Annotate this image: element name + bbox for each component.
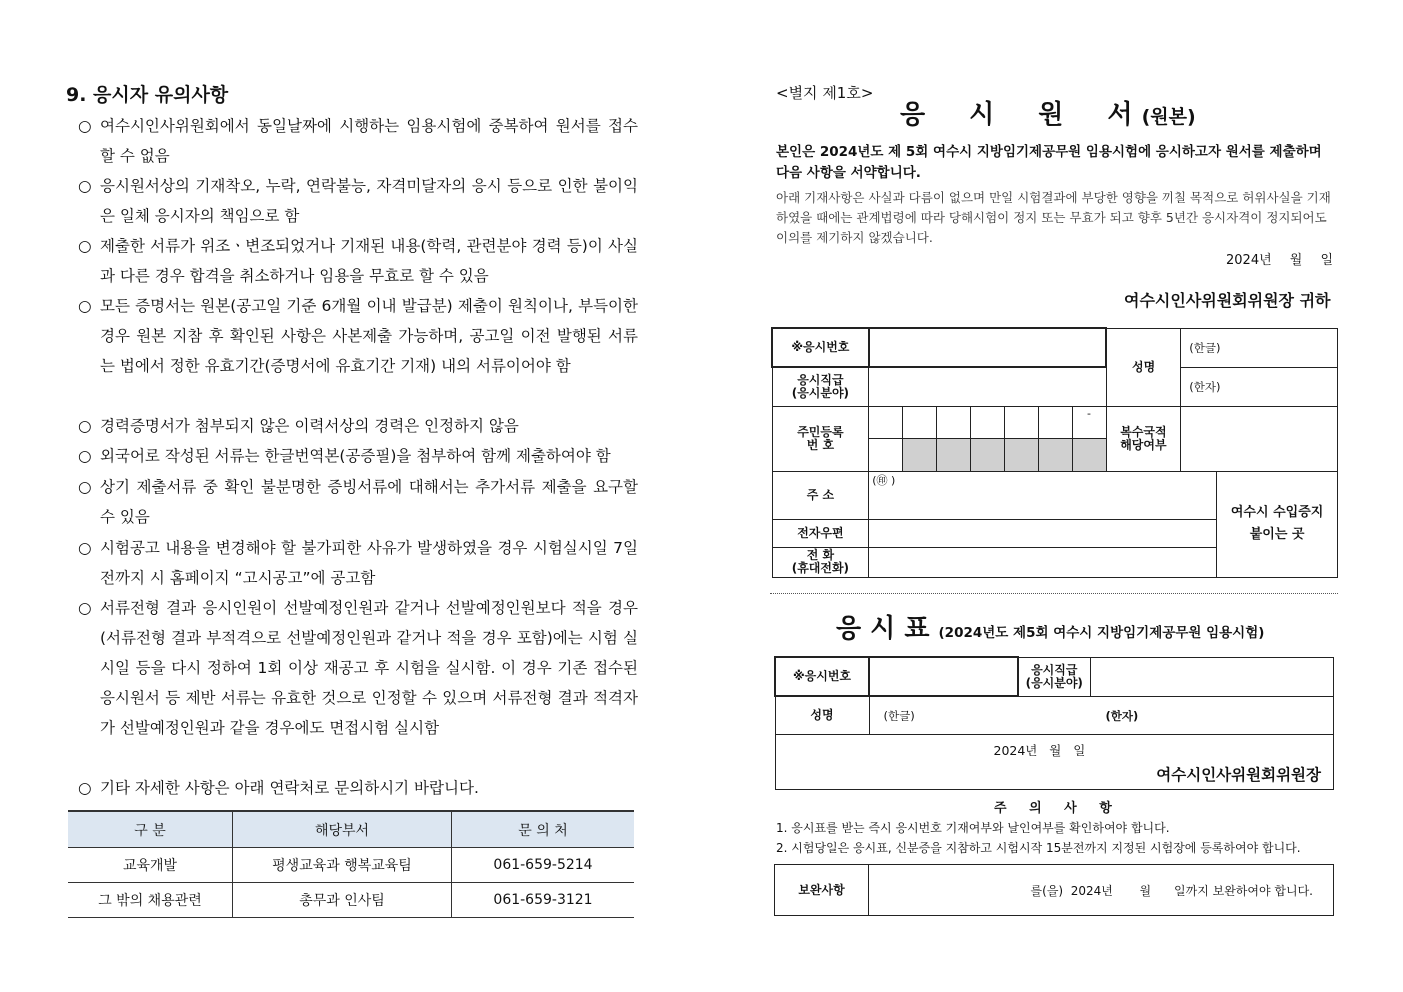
rrn-digit[interactable] [970, 406, 1004, 438]
annex-label: <별지 제1호> [776, 84, 874, 102]
contact-table [68, 810, 634, 918]
ticket-name-label: 성명 [775, 696, 869, 734]
caution-item: 2. 시험당일은 응시표, 신분증을 지참하고 시험시작 15분전까지 지정된 시험장에 등록하여야 합니다. [776, 841, 1301, 855]
ticket-exam-number-label: ※응시번호 [775, 657, 869, 696]
rrn-digit[interactable] [1038, 406, 1072, 438]
bullet-circle-icon: ○ [78, 478, 92, 496]
bullet-circle-icon: ○ [78, 539, 92, 557]
application-form [771, 327, 1338, 578]
notice-item: ○ 여수시인사위원회에서 동일날짜에 시행하는 임용시험에 중복하여 원서를 접수할 수 없음 [78, 111, 638, 171]
contact-cell: 교육개발 [68, 848, 233, 883]
phone-field[interactable] [869, 547, 1217, 577]
rrn-digit-masked [937, 438, 971, 471]
rrn-digit[interactable] [869, 438, 903, 471]
bullet-circle-icon: ○ [78, 447, 92, 465]
notice-item: ○ 상기 제출서류 중 확인 불분명한 증빙서류에 대해서는 추가서류 제출을 요구할 수 있음 [78, 472, 638, 532]
caution-heading: 주 의 사 항 [994, 801, 1112, 816]
rrn-dash: - [1072, 406, 1106, 438]
oath-text: 아래 기재사항은 사실과 다름이 없으며 만일 시험결과에 부당한 영향을 끼칠 목적으로 허위사실을 기재하였을 때에는 관계법령에 따라 당해시험이 정지 또는 무효가 되고 향후 5년간 응시자격이 정지되어도 이의를 제기하지 않겠습니다. [776, 190, 1331, 245]
ticket-subtitle: (2024년도 제5회 여수시 지방임기제공무원 임용시험) [938, 625, 1265, 641]
contact-cell: 061-659-3121 [452, 883, 635, 918]
name-hanja-field[interactable]: (한자) [1181, 367, 1338, 406]
rrn-digit-masked [970, 438, 1004, 471]
rrn-digit[interactable] [869, 406, 903, 438]
dual-nationality-label: 복수국적 해당여부 [1106, 406, 1181, 471]
grade-label: 응시직급 (응시분야) [772, 367, 869, 406]
address-label: 주 소 [772, 471, 869, 519]
notice-item: ○ 응시원서상의 기재착오, 누락, 연락불능, 자격미달자의 응시 등으로 인한 불이익은 일체 응시자의 책임으로 함 [78, 171, 638, 231]
contact-header: 해당부서 [233, 811, 452, 848]
ticket-signer: 여수시인사위원회위원장 [1156, 765, 1321, 784]
ticket-grade-label: 응시직급 (응시분야) [1018, 657, 1090, 696]
address-field[interactable]: (㊞ ) [869, 471, 1217, 519]
pledge-text: 본인은 2024년도 제 5회 여수시 지방임기제공무원 임용시험에 응시하고자 원서를 제출하며 다음 사항을 서약합니다. [776, 144, 1322, 181]
revenue-stamp-area: 여수시 수입증지 붙이는 곳 [1217, 471, 1338, 577]
rrn-digit[interactable] [937, 406, 971, 438]
dual-nationality-field[interactable] [1181, 406, 1338, 471]
bullet-circle-icon: ○ [78, 599, 92, 617]
name-label: 성명 [1106, 328, 1181, 406]
table-row [68, 848, 634, 883]
bullet-circle-icon: ○ [78, 177, 92, 195]
contact-cell: 061-659-5214 [452, 848, 635, 883]
email-field[interactable] [869, 519, 1217, 547]
supplement-label: 보완사항 [775, 865, 869, 916]
rrn-label: 주민등록 번 호 [772, 406, 869, 471]
bullet-circle-icon: ○ [78, 117, 92, 135]
exam-number-label: ※응시번호 [772, 328, 869, 367]
cut-line [770, 593, 1338, 594]
grade-field[interactable] [869, 367, 1106, 406]
ticket-grade-field[interactable] [1090, 657, 1334, 696]
notice-item: ○ 제출한 서류가 위조ㆍ변조되었거나 기재된 내용(학력, 관련분야 경력 등)이 사실과 다른 경우 합격을 취소하거나 임용을 무효로 할 수 있음 [78, 231, 638, 291]
notice-item: ○ 시험공고 내용을 변경해야 할 불가피한 사유가 발생하였을 경우 시험실시일 7일전까지 시 홈페이지 “고시공고”에 공고함 [78, 533, 638, 593]
section-title: 9. 응시자 유의사항 [66, 84, 229, 106]
form-title: 응 시 원 서 (원본) [900, 100, 1196, 130]
supplement-table [774, 864, 1334, 916]
contact-cell: 총무과 인사팀 [233, 883, 452, 918]
ticket-title: 응 시 표 (2024년도 제5회 여수시 지방임기제공무원 임용시험) [836, 614, 1265, 644]
contact-header: 구 분 [68, 811, 233, 848]
contact-cell: 그 밖의 채용관련 [68, 883, 233, 918]
rrn-digit-masked [903, 438, 937, 471]
email-label: 전자우편 [772, 519, 869, 547]
table-row [68, 883, 634, 918]
rrn-digit[interactable] [1004, 406, 1038, 438]
notice-item: ○ 서류전형 결과 응시인원이 선발예정인원과 같거나 선발예정인원보다 적을 경우(서류전형 결과 부적격으로 선발예정인원과 같거나 적을 경우 포함)에는 시험 실시일 등을 다시 정하여 1회 이상 재공고 후 시험을 실시함. 이 경우 기존 접수된 응시원서 등 제반 서류는 유효한 것으로 인정할 수 있으며 서류전형 결과 적격자가 선발예정인원과 같을 경우에도 면접시험 실시함 [78, 593, 638, 743]
rrn-digit-masked [1038, 438, 1072, 471]
bullet-circle-icon: ○ [78, 237, 92, 255]
ticket-name-field[interactable]: (한글) (한자) [869, 696, 1334, 734]
form-title-sub: (원본) [1141, 106, 1196, 128]
ticket-date: 2024년 월 일 [993, 742, 1086, 758]
bullet-circle-icon: ○ [78, 417, 92, 435]
form-recipient: 여수시인사위원회위원장 귀하 [1124, 291, 1331, 310]
notice-item: ○ 기타 자세한 사항은 아래 연락처로 문의하시기 바랍니다. [78, 773, 638, 803]
name-hangul-field[interactable]: (한글) [1181, 328, 1338, 367]
contact-cell: 평생교육과 행복교육팀 [233, 848, 452, 883]
ticket-footer [775, 734, 1334, 789]
notice-item: ○ 외국어로 작성된 서류는 한글번역본(공증필)을 첨부하여 함께 제출하여야 함 [78, 441, 638, 471]
notice-item: ○ 모든 증명서는 원본(공고일 기준 6개월 이내 발급분) 제출이 원칙이나, 부득이한 경우 원본 지참 후 확인된 사항은 사본제출 가능하며, 공고일 이전 발행된 서류는 법에서 정한 유효기간(증명서에 유효기간 기재) 내의 서류이어야 함 [78, 291, 638, 381]
caution-list [776, 818, 1301, 858]
rrn-digit-masked [1004, 438, 1038, 471]
bullet-circle-icon: ○ [78, 297, 92, 315]
contact-header: 문 의 처 [452, 811, 635, 848]
bullet-circle-icon: ○ [78, 779, 92, 797]
caution-item: 1. 응시표를 받는 즉시 응시번호 기재여부와 날인여부를 확인하여야 합니다. [776, 821, 1170, 835]
rrn-digit-masked [1072, 438, 1106, 471]
supplement-field[interactable]: 를(을) 2024년 월 일까지 보완하여야 합니다. [869, 865, 1334, 916]
exam-ticket [774, 656, 1334, 790]
exam-number-field[interactable] [869, 328, 1106, 367]
notice-item: ○ 경력증명서가 첨부되지 않은 이력서상의 경력은 인정하지 않음 [78, 411, 638, 441]
form-date: 2024년 월 일 [1226, 253, 1334, 268]
phone-label: 전 화 (휴대전화) [772, 547, 869, 577]
ticket-exam-number-field[interactable] [869, 657, 1018, 696]
rrn-digit[interactable] [903, 406, 937, 438]
